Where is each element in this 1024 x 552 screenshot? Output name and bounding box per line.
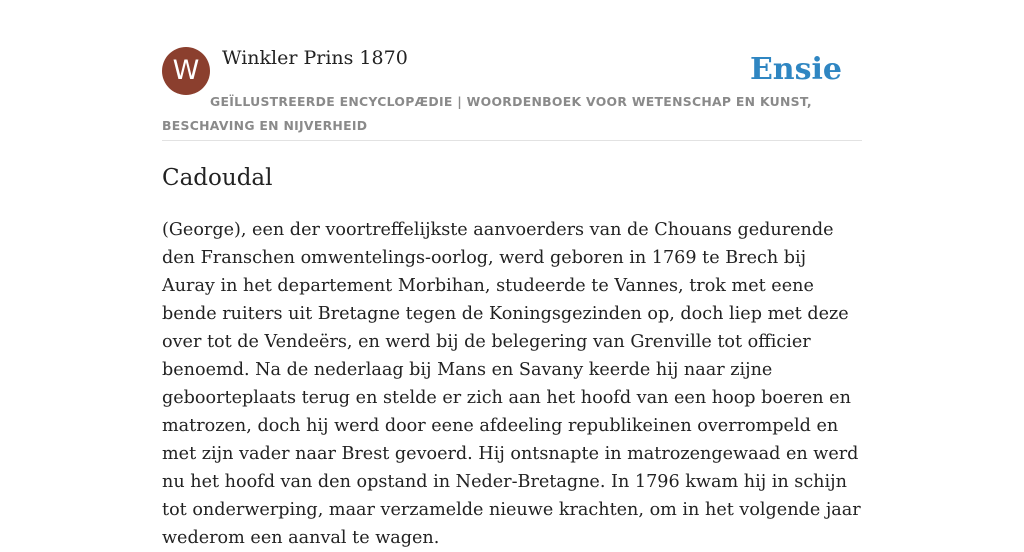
source-header [162,46,862,141]
article-title: Cadoudal [162,165,273,191]
article-body: (George), een der voortreffelijkste aanvoerders van de Chouans gedurende den Franschen omwentelings-oorlog, werd geboren in 1769 te Brech bij Auray in het departement Morbihan, studeerde te Vannes, trok met eene bende ruiters uit Bretagne tegen de Koningsgezinden op, doch liep met deze over tot de Vendeërs, en werd bij de belegering van Grenville tot officier benoemd. Na de nederlaag bij Mans en Savany keerde hij naar zijne geboorteplaats terug en stelde er zich aan het hoofd van een hoop boeren en matrozen, doch hij werd door eene afdeeling republikeinen overrompeld en met zijn vader naar Brest gevoerd. Hij ontsnapte in matrozengewaad en werd nu het hoofd van den opstand in Neder-Bretagne. In 1796 kwam hij in schijn tot onderwerping, maar verzamelde nieuwe krachten, om in het volgende jaar wederom een aanval te wagen. [162,220,861,548]
ensie-logo-link[interactable]: Ensie [749,52,842,87]
source-avatar[interactable]: W [162,47,210,95]
source-title-link[interactable]: Winkler Prins 1870 [222,47,408,69]
source-subtitle: GEÏLLUSTREERDE ENCYCLOPÆDIE | WOORDENBOEK VOOR WETENSCHAP EN KUNST, BESCHAVING EN NIJVERHEID [162,94,812,133]
